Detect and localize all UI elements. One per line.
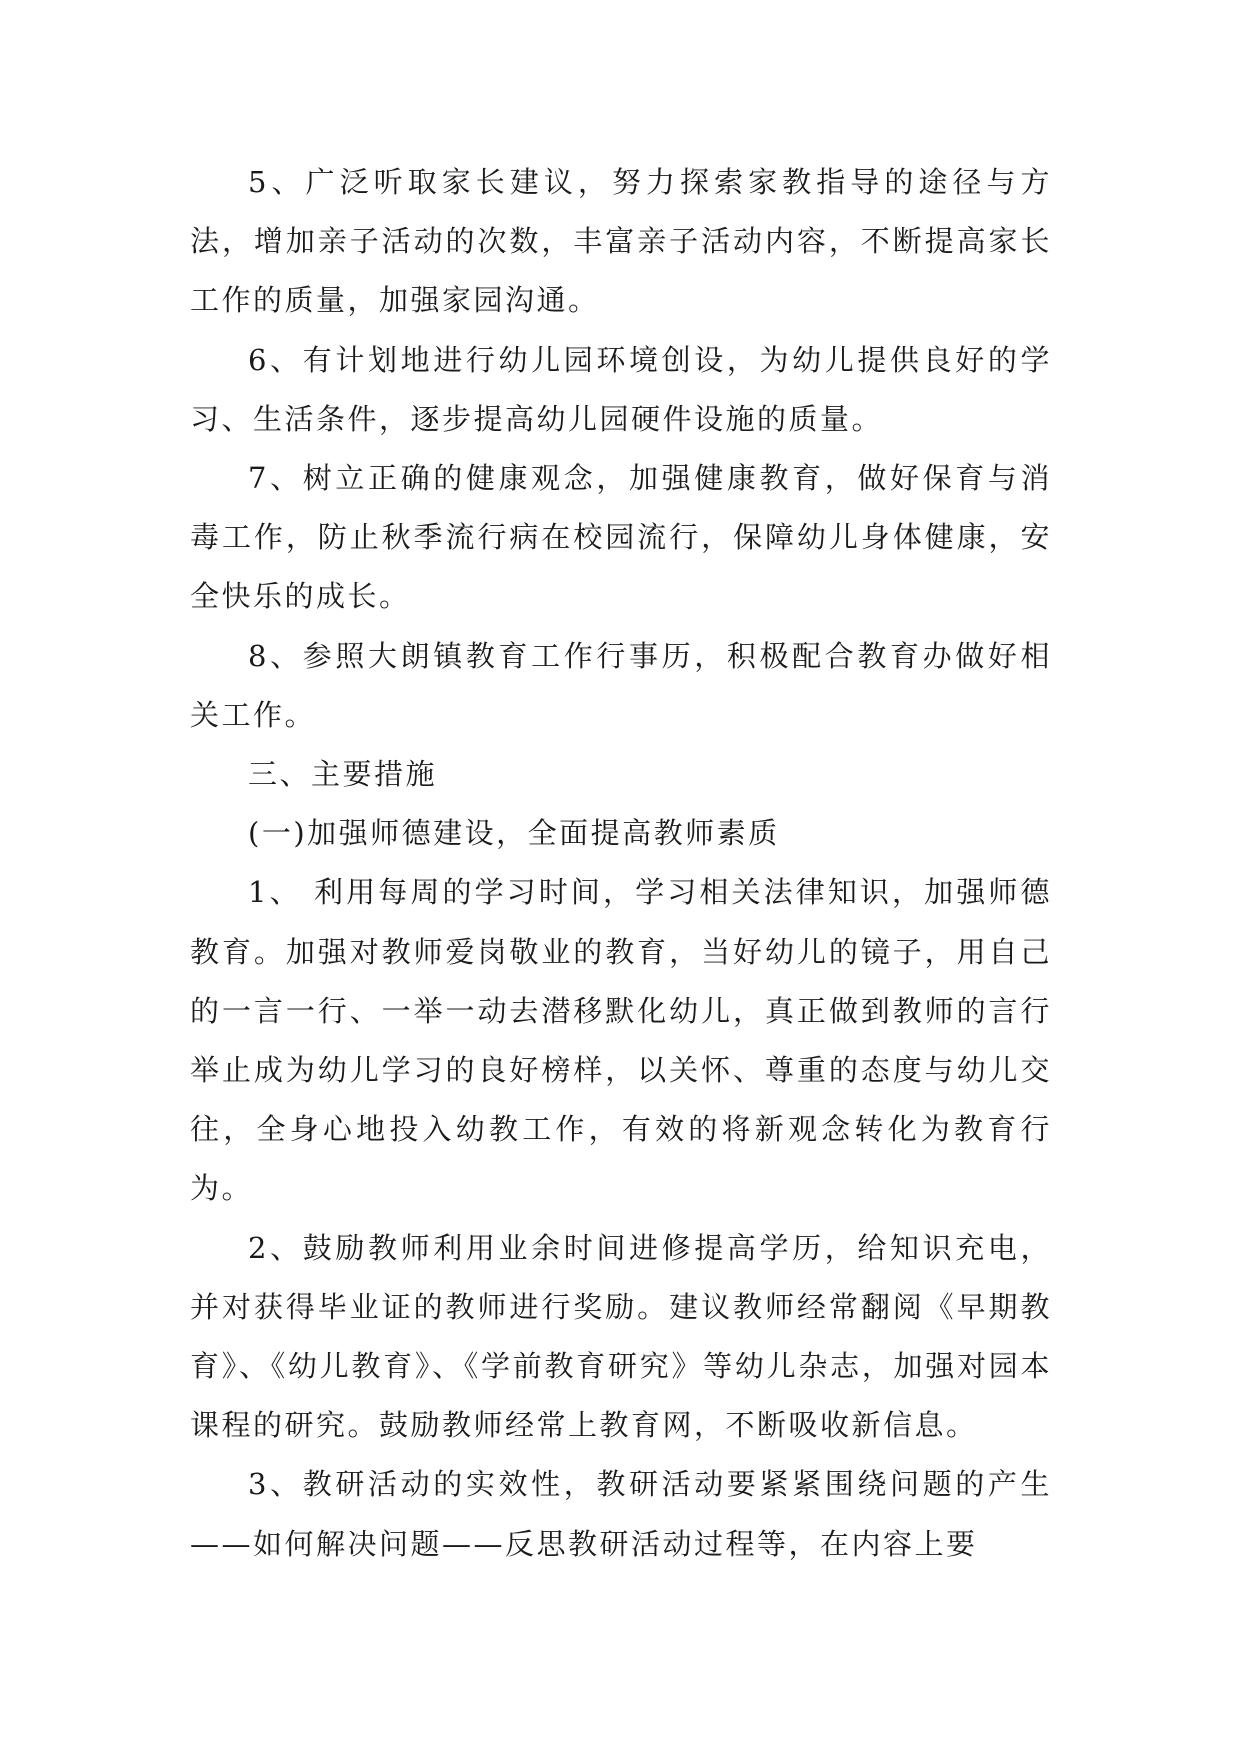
paragraph-item-7: 7、树立正确的健康观念，加强健康教育，做好保育与消毒工作，防止秋季流行病在校园流行，保障幼儿身体健康，安全快乐的成长。 — [190, 461, 1052, 614]
measure-item-3: 3、教研活动的实效性，教研活动要紧紧围绕问题的产生——如何解决问题——反思教研活动过程等，在内容上要 — [190, 1467, 1052, 1561]
measure-item-1: 1、 利用每周的学习时间，学习相关法律知识，加强师德教育。加强对教师爱岗敬业的教育，当好幼儿的镜子，用自己的一言一行、一举一动去潜移默化幼儿，真正做到教师的言行举止成为幼儿学习的良好榜样，以关怀、尊重的态度与幼儿交往，全身心地投入幼教工作，有效的将新观念转化为教育行为。 — [190, 875, 1052, 1206]
document-page — [190, 153, 1052, 1574]
paragraph-item-6: 6、有计划地进行幼儿园环境创设，为幼儿提供良好的学习、生活条件，逐步提高幼儿园硬件设施的质量。 — [190, 342, 1052, 436]
section-heading-main-measures: 三、主要措施 — [248, 757, 438, 792]
measure-item-2: 2、鼓励教师利用业余时间进修提高学历，给知识充电，并对获得毕业证的教师进行奖励。建议教师经常翻阅《早期教育》、《幼儿教育》、《学前教育研究》等幼儿杂志，加强对园本课程的研究。鼓励教师经常上教育网，不断吸收新信息。 — [190, 1230, 1052, 1443]
paragraph-item-8: 8、参照大朗镇教育工作行事历，积极配合教育办做好相关工作。 — [190, 638, 1052, 732]
subsection-heading-teacher-ethics: (一)加强师德建设，全面提高教师素质 — [248, 816, 780, 851]
paragraph-item-5: 5、广泛听取家长建议，努力探索家教指导的途径与方法，增加亲子活动的次数，丰富亲子活动内容，不断提高家长工作的质量，加强家园沟通。 — [190, 165, 1052, 318]
